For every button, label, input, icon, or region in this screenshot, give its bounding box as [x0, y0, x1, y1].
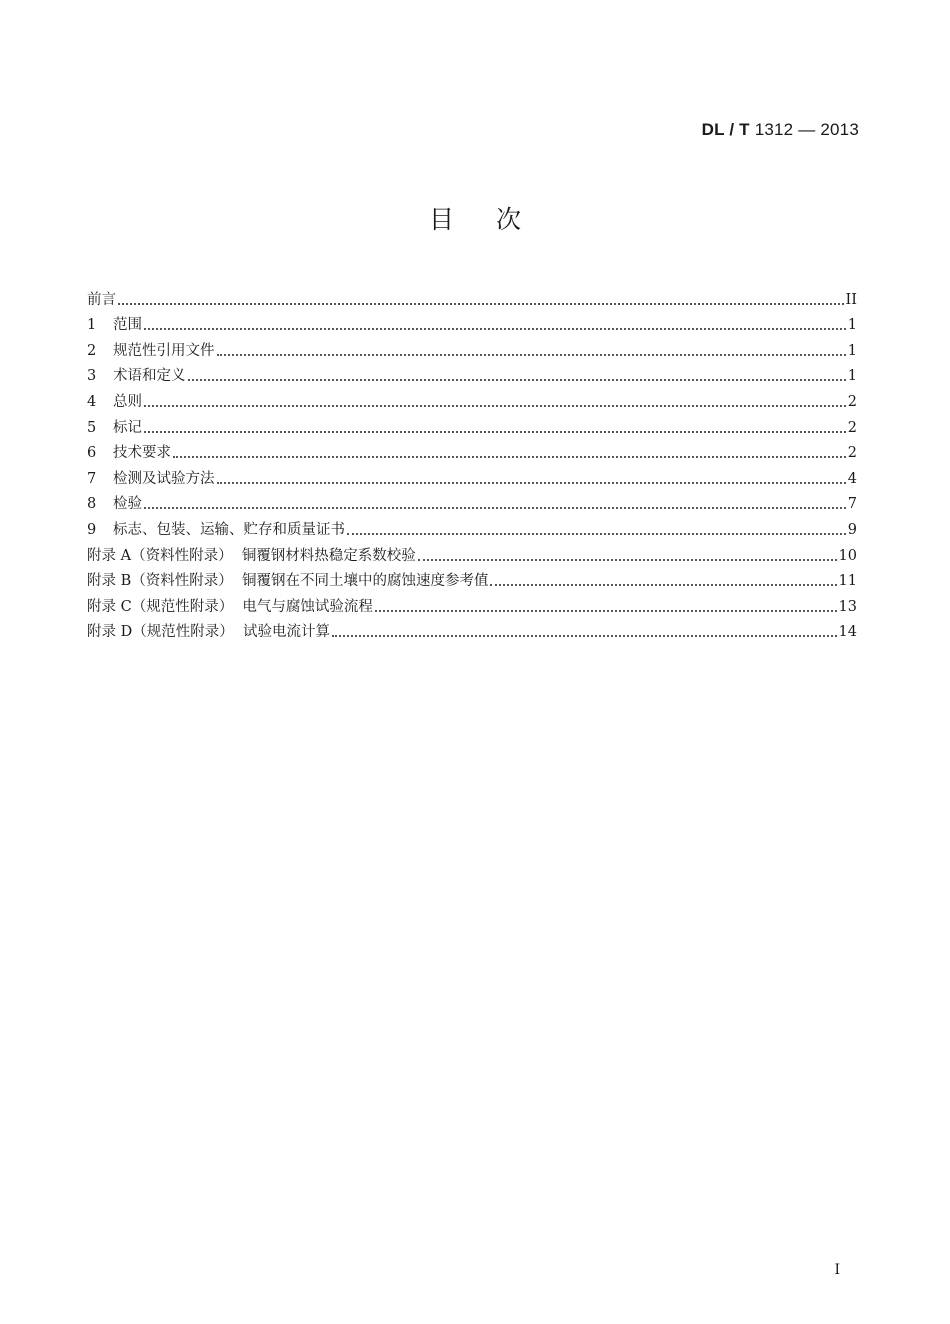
toc-leader-dots [347, 533, 846, 535]
toc-entry-page: 7 [847, 496, 857, 513]
toc-entry-page: 11 [838, 573, 857, 590]
toc-entry-title: 铜覆钢在不同土壤中的腐蚀速度参考值 [241, 573, 489, 590]
toc-entry-appendix-b[interactable] [87, 565, 857, 591]
toc-leader-dots [332, 635, 837, 637]
toc-entry-number: 3 [87, 368, 97, 385]
toc-leader-dots [144, 431, 846, 433]
toc-entry-appendix-a[interactable] [87, 539, 857, 565]
toc-entry-page: 2 [847, 445, 857, 462]
toc-entry-title: 标志、包装、运输、贮存和质量证书 [113, 521, 345, 538]
toc-entry-page: 10 [838, 547, 857, 564]
toc-entry-7[interactable] [87, 462, 857, 488]
toc-entry-page: 2 [847, 419, 857, 436]
toc-leader-dots [144, 507, 846, 509]
toc-leader-dots [490, 584, 836, 586]
toc-entry-title: 规范性引用文件 [113, 342, 215, 359]
toc-appendix-prefix: 附录 D（规范性附录） [87, 624, 243, 641]
toc-appendix-prefix: 附录 B（资料性附录） [87, 573, 242, 590]
toc-entry-2[interactable] [87, 334, 857, 360]
toc-entry-page: 9 [847, 521, 857, 538]
toc-heading: 目次 [428, 205, 563, 234]
toc-entry-page: 4 [847, 470, 857, 487]
standard-prefix: DL / T [701, 120, 750, 139]
toc-entry-9[interactable] [87, 513, 857, 539]
toc-entry-4[interactable] [87, 385, 857, 411]
toc-entry-number: 7 [87, 470, 97, 487]
toc-entry-page: 2 [847, 393, 857, 410]
toc-entry-page: 1 [847, 317, 857, 334]
toc-entry-page: 1 [847, 342, 857, 359]
toc-entry-number: 2 [87, 342, 97, 359]
toc-entry-title: 检验 [113, 496, 142, 513]
table-of-contents [87, 283, 857, 641]
toc-entry-8[interactable] [87, 488, 857, 514]
toc-entry-number: 5 [87, 419, 97, 436]
toc-entry-number: 4 [87, 393, 97, 410]
toc-entry-appendix-c[interactable] [87, 590, 857, 616]
standard-code [702, 120, 859, 140]
toc-entry-title: 电气与腐蚀试验流程 [242, 598, 373, 615]
toc-leader-dots [144, 405, 846, 407]
toc-appendix-prefix: 附录 A（资料性附录） [87, 547, 242, 564]
toc-entry-3[interactable] [87, 360, 857, 386]
toc-entry-5[interactable] [87, 411, 857, 437]
toc-entry-number: 9 [87, 521, 97, 538]
standard-number: 1312 — 2013 [754, 120, 859, 139]
toc-entry-title: 前言 [87, 291, 116, 308]
toc-entry-title: 范围 [113, 317, 142, 334]
toc-entry-title: 试验电流计算 [242, 624, 330, 641]
toc-entry-title: 铜覆钢材料热稳定系数校验 [241, 547, 416, 564]
toc-leader-dots [418, 559, 837, 561]
toc-entry-6[interactable] [87, 437, 857, 463]
toc-leader-dots [118, 303, 844, 305]
toc-entry-number: 1 [87, 317, 97, 334]
toc-appendix-prefix: 附录 C（规范性附录） [87, 598, 243, 615]
toc-leader-dots [144, 328, 846, 330]
toc-entry-page: 1 [847, 368, 857, 385]
toc-leader-dots [217, 354, 846, 356]
toc-entry-title: 总则 [113, 393, 142, 410]
toc-entry-title: 标记 [113, 419, 142, 436]
toc-entry-title: 术语和定义 [113, 368, 186, 385]
toc-entry-title: 检测及试验方法 [113, 470, 215, 487]
toc-entry-preface[interactable] [87, 283, 857, 309]
toc-entry-title: 技术要求 [113, 445, 171, 462]
toc-leader-dots [173, 456, 846, 458]
toc-leader-dots [375, 610, 837, 612]
toc-entry-page: II [845, 291, 857, 308]
toc-entry-page: 14 [838, 624, 857, 641]
toc-entry-appendix-d[interactable] [87, 616, 857, 642]
toc-leader-dots [217, 482, 846, 484]
toc-entry-number: 8 [87, 496, 97, 513]
toc-entry-1[interactable] [87, 309, 857, 335]
toc-entry-number: 6 [87, 445, 97, 462]
page-number: I [834, 1262, 840, 1278]
toc-entry-page: 13 [838, 598, 857, 615]
toc-leader-dots [188, 379, 846, 381]
